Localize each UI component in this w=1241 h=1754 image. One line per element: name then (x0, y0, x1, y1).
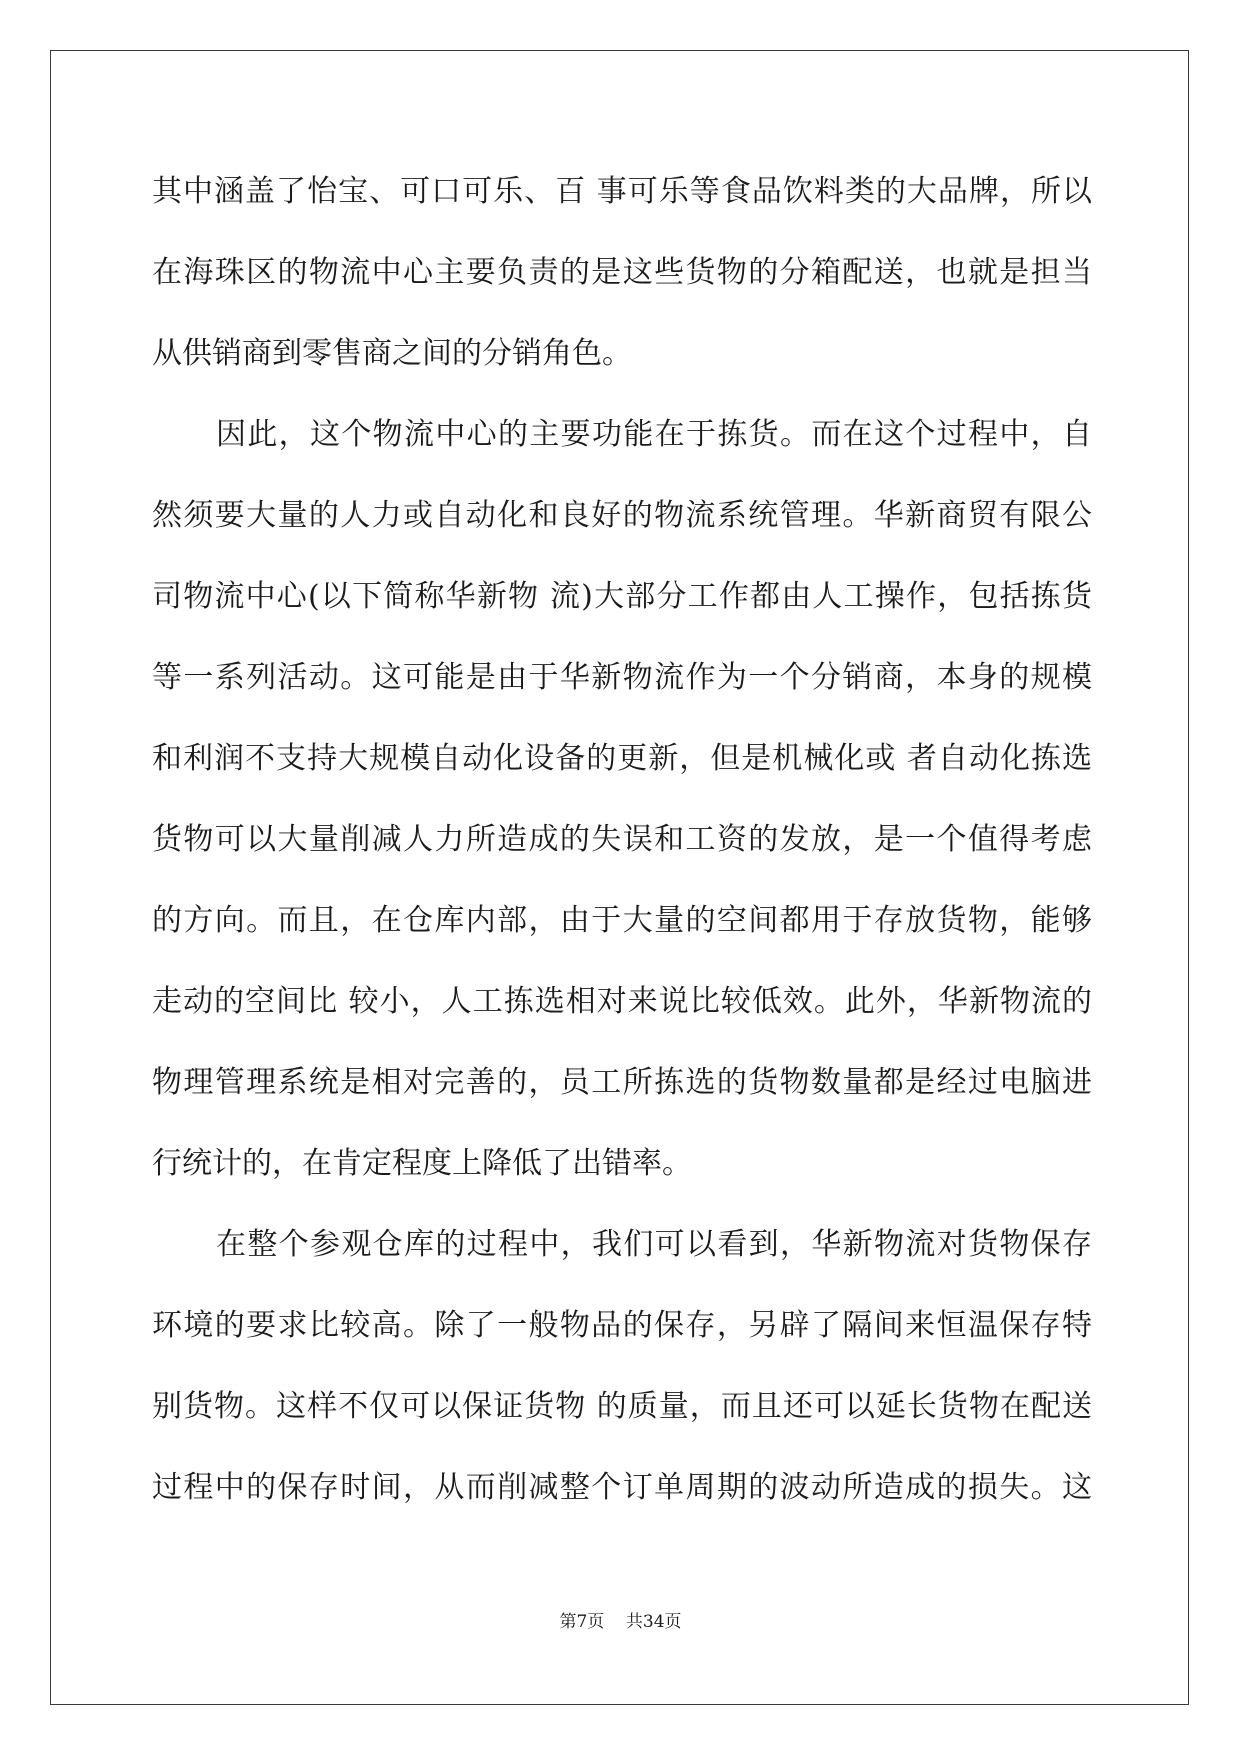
paragraph-2 (152, 405, 1092, 1215)
text-line: 行统计的，在肯定程度上降低了出错率。 (152, 1146, 692, 1181)
text-line: 的方向。而且，在仓库内部，由于大量的空间都用于存放货物，能够 (152, 903, 1092, 938)
document-body (152, 162, 1092, 1539)
text-line: 因此，这个物流中心的主要功能在于拣货。而在这个过程中，自 (216, 417, 1092, 452)
text-line: 司物流中心(以下简称华新物 流)大部分工作都由人工操作，包括拣货 (152, 579, 1092, 614)
text-line: 货物可以大量削减人力所造成的失误和工资的发放，是一个值得考虑 (152, 822, 1092, 857)
text-line: 过程中的保存时间，从而削减整个订单周期的波动所造成的损失。这 (152, 1470, 1092, 1505)
page-number: 第7页 共34页 (559, 1612, 682, 1632)
text-line: 从供销商到零售商之间的分销角色。 (152, 336, 632, 371)
text-line: 别货物。这样不仅可以保证货物 的质量，而且还可以延长货物在配送 (152, 1389, 1092, 1424)
text-line: 走动的空间比 较小，人工拣选相对来说比较低效。此外，华新物流的 (152, 984, 1092, 1019)
text-line: 等一系列活动。这可能是由于华新物流作为一个分销商，本身的规模 (152, 660, 1092, 695)
text-line: 在整个参观仓库的过程中，我们可以看到，华新物流对货物保存 (216, 1227, 1092, 1262)
paragraph-3 (152, 1215, 1092, 1539)
text-line: 环境的要求比较高。除了一般物品的保存，另辟了隔间来恒温保存特 (152, 1308, 1092, 1343)
text-line: 然须要大量的人力或自动化和良好的物流系统管理。华新商贸有限公 (152, 498, 1092, 533)
text-line: 其中涵盖了怡宝、可口可乐、百 事可乐等食品饮料类的大品牌，所以 (152, 174, 1092, 209)
text-line: 物理管理系统是相对完善的，员工所拣选的货物数量都是经过电脑进 (152, 1065, 1092, 1100)
text-line: 和利润不支持大规模自动化设备的更新，但是机械化或 者自动化拣选 (152, 741, 1092, 776)
paragraph-1 (152, 162, 1092, 405)
text-line: 在海珠区的物流中心主要负责的是这些货物的分箱配送，也就是担当 (152, 255, 1092, 290)
